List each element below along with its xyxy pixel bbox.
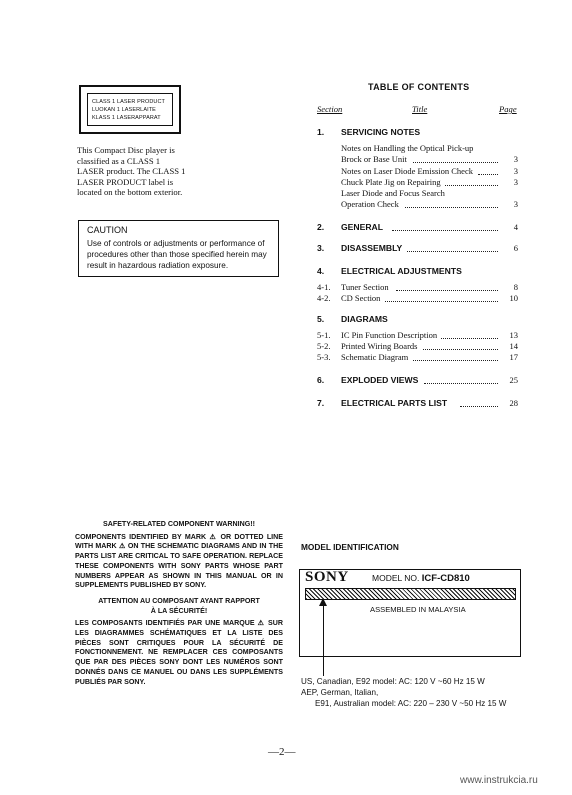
model-code: ICF-CD810 bbox=[421, 573, 470, 584]
caution-box bbox=[78, 220, 279, 277]
toc-section-page: 4 bbox=[513, 222, 518, 232]
toc-item-page: 3 bbox=[513, 199, 518, 209]
toc-item-page: 3 bbox=[513, 154, 518, 164]
toc-item-title: IC Pin Function Description bbox=[341, 330, 438, 340]
toc-header-title: Title bbox=[412, 104, 428, 114]
safety-text-fr: LES COMPOSANTS IDENTIFIÉS PAR UNE MARQUE ⚠ SUR LES DIAGRAMMES SCHÉMATIQUES ET LA LISTE DES PIÈCES SONT CRITIQUES POUR LA SÉCURITÉ DE FONCTIONNEMENT. NE REMPLACER CES COMPOSANTS QUE PAR DES PIÈCES SONY DONT LES NUMÉROS SONT DONNÉS DANS CE MANUEL OU DANS LES SUPPLÉMENTS PUBLIÉS PAR SONY. bbox=[75, 619, 283, 686]
model-number-label: MODEL NO. bbox=[372, 573, 420, 583]
toc-leader-dots bbox=[423, 349, 498, 350]
toc-leader-dots bbox=[441, 338, 498, 339]
toc-section-page: 6 bbox=[513, 243, 518, 253]
toc-header-page: Page bbox=[499, 104, 517, 114]
laser-classification-note: This Compact Disc player is classified as a CLASS 1 LASER product. The CLASS 1 LASER PRODUCT label is located on the bottom exterior. bbox=[77, 145, 186, 198]
model-power-notes bbox=[301, 676, 541, 709]
serial-hatched-area bbox=[305, 588, 516, 600]
toc-section-number: 7. bbox=[317, 398, 325, 408]
toc-item-title: Brock or Base Unit bbox=[341, 154, 407, 164]
toc-section-page: 25 bbox=[509, 375, 518, 385]
assembled-in-text: ASSEMBLED IN MALAYSIA bbox=[370, 605, 466, 614]
toc-leader-dots bbox=[405, 207, 498, 208]
toc-item-title: Tuner Section bbox=[341, 282, 389, 292]
toc-section-title: EXPLODED VIEWS bbox=[341, 375, 419, 385]
page-number: —2— bbox=[268, 746, 296, 758]
model-note-line: US, Canadian, E92 model: AC: 120 V ~60 Hz 15 W bbox=[301, 677, 485, 686]
toc-item-title: Notes on Handling the Optical Pick-up bbox=[341, 143, 474, 153]
caution-text: Use of controls or adjustments or performance of procedures other than those specified herein may result in hazardous radiation exposure. bbox=[87, 239, 267, 270]
laser-label-line: CLASS 1 LASER PRODUCT bbox=[92, 99, 166, 105]
laser-product-label bbox=[79, 85, 181, 134]
toc-leader-dots bbox=[445, 185, 498, 186]
toc-section-number: 6. bbox=[317, 375, 325, 385]
toc-item-title: Notes on Laser Diode Emission Check bbox=[341, 166, 473, 176]
toc-section-title: DISASSEMBLY bbox=[341, 243, 403, 253]
toc-item-title: Printed Wiring Boards bbox=[341, 341, 418, 351]
toc-leader-dots bbox=[413, 360, 498, 361]
toc-header-section: Section bbox=[317, 104, 343, 114]
toc-item-page: 14 bbox=[509, 341, 518, 351]
toc-item-number: 5-3. bbox=[317, 352, 331, 362]
toc-item-number: 5-2. bbox=[317, 341, 331, 351]
safety-warning bbox=[75, 520, 283, 687]
toc-item-number: 5-1. bbox=[317, 330, 331, 340]
toc-item-number: 4-1. bbox=[317, 282, 331, 292]
model-identification-title: MODEL IDENTIFICATION bbox=[301, 542, 399, 552]
safety-title-en: SAFETY-RELATED COMPONENT WARNING!! bbox=[103, 520, 255, 528]
toc-item-page: 10 bbox=[509, 293, 518, 303]
toc-section-page: 28 bbox=[509, 398, 518, 408]
toc-leader-dots bbox=[407, 251, 498, 252]
model-note-line: AEP, German, Italian, bbox=[301, 688, 379, 697]
toc-item-number: 4-2. bbox=[317, 293, 331, 303]
toc-item-page: 13 bbox=[509, 330, 518, 340]
toc-leader-dots bbox=[478, 174, 498, 175]
laser-label-line: KLASS 1 LASERAPPARAT bbox=[92, 115, 161, 121]
caution-title: CAUTION bbox=[87, 225, 128, 235]
pointer-line bbox=[323, 601, 324, 676]
toc-item-title: Operation Check bbox=[341, 199, 399, 209]
toc-section-title: SERVICING NOTES bbox=[341, 127, 421, 137]
toc-leader-dots bbox=[413, 162, 498, 163]
laser-label-line: LUOKAN 1 LASERLAITE bbox=[92, 107, 156, 113]
toc-leader-dots bbox=[392, 230, 498, 231]
watermark: www.instrukcia.ru bbox=[460, 775, 538, 786]
toc-section-number: 3. bbox=[317, 243, 325, 253]
toc-section-title: GENERAL bbox=[341, 222, 384, 232]
toc-leader-dots bbox=[396, 290, 498, 291]
toc-item-title: Laser Diode and Focus Search bbox=[341, 188, 445, 198]
toc-leader-dots bbox=[424, 383, 498, 384]
toc-item-title: Chuck Plate Jig on Repairing bbox=[341, 177, 441, 187]
safety-title-fr: ATTENTION AU COMPOSANT AYANT RAPPORT bbox=[98, 596, 260, 605]
toc-section-title: DIAGRAMS bbox=[341, 314, 388, 324]
toc-leader-dots bbox=[460, 406, 498, 407]
toc-section-number: 5. bbox=[317, 314, 325, 324]
toc-section-number: 2. bbox=[317, 222, 325, 232]
toc-section-number: 1. bbox=[317, 127, 325, 137]
toc-item-page: 3 bbox=[513, 166, 518, 176]
toc-title: TABLE OF CONTENTS bbox=[368, 82, 470, 92]
toc-section-number: 4. bbox=[317, 266, 325, 276]
model-note-line: E91, Australian model: AC: 220 – 230 V ~50 Hz 15 W bbox=[315, 699, 507, 708]
safety-text-en: COMPONENTS IDENTIFIED BY MARK ⚠ OR DOTTED LINE WITH MARK ⚠ ON THE SCHEMATIC DIAGRAMS AND IN THE PARTS LIST ARE CRITICAL TO SAFE OPERATION. REPLACE THESE COMPONENTS WITH SONY PARTS WHOSE PART NUMBERS APPEAR AS SHOWN IN THIS MANUAL OR IN SUPPLEMENTS PUBLISHED BY SONY. bbox=[75, 532, 283, 590]
laser-label-inner bbox=[87, 93, 173, 126]
toc-item-title: CD Section bbox=[341, 293, 381, 303]
model-number-line bbox=[372, 573, 470, 584]
toc-section-title: ELECTRICAL ADJUSTMENTS bbox=[341, 266, 462, 276]
toc-item-page: 17 bbox=[509, 352, 518, 362]
toc-item-page: 8 bbox=[513, 282, 518, 292]
toc-section-title: ELECTRICAL PARTS LIST bbox=[341, 398, 448, 408]
sony-logo: SONY bbox=[305, 569, 349, 585]
safety-title-fr-2: À LA SÉCURITÉ! bbox=[150, 606, 208, 615]
toc-item-title: Schematic Diagram bbox=[341, 352, 409, 362]
toc-leader-dots bbox=[385, 301, 498, 302]
toc-item-page: 3 bbox=[513, 177, 518, 187]
